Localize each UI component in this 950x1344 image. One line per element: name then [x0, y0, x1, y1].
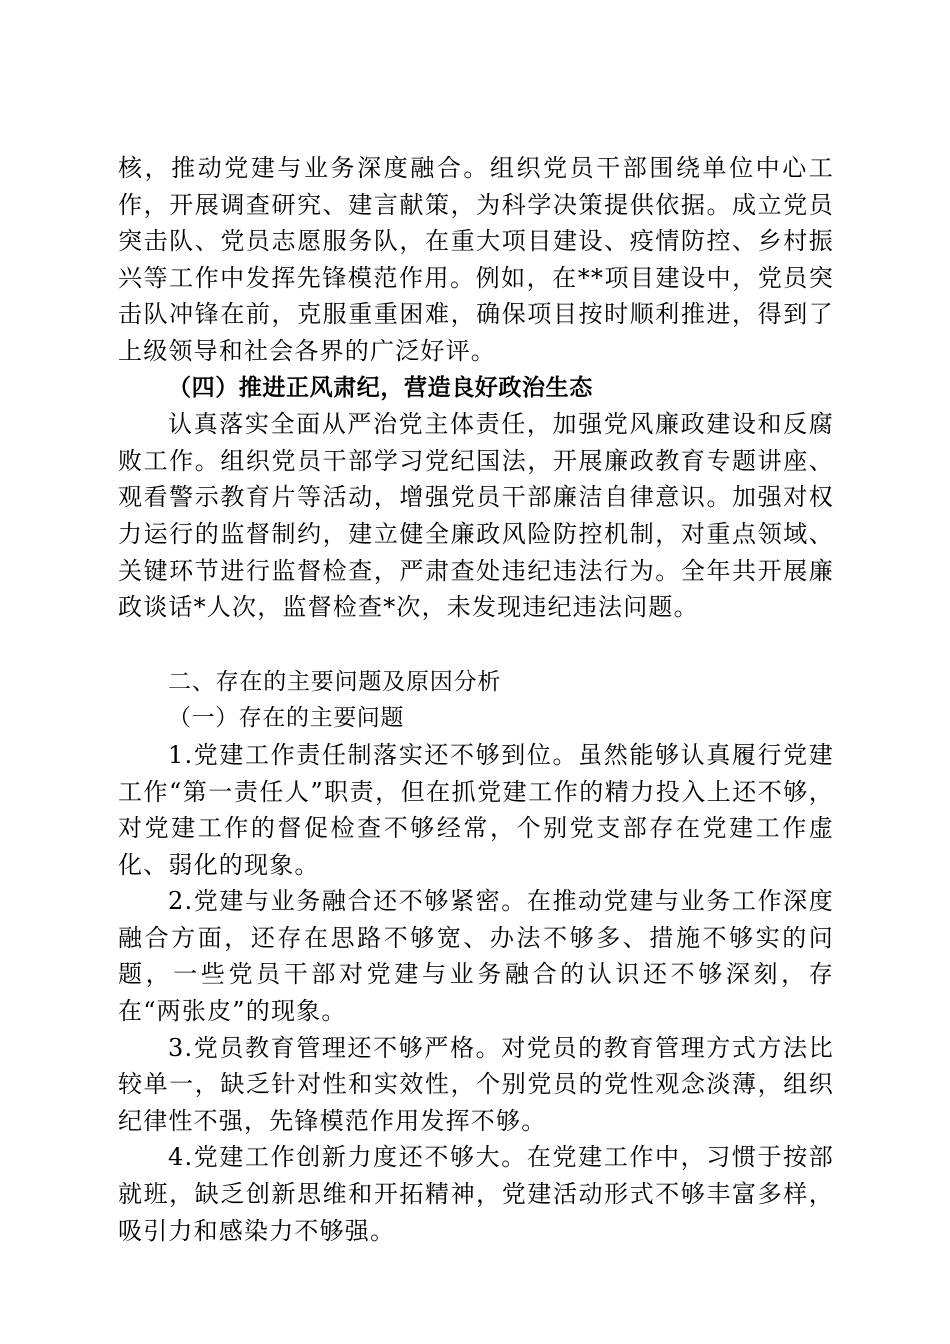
part-2-heading: 二、存在的主要问题及原因分析 [168, 668, 502, 695]
problem-item-1: 1.党建工作责任制落实还不够到位。虽然能够认真履行党建工作“第一责任人”职责，但在抓党建工作的精力投入上还不够，对党建工作的督促检查不够经常，个别党支部存在党建工作虚化、弱化的现象。 [118, 740, 834, 879]
paragraph-gap [118, 626, 834, 664]
section-heading-4: （四）推进正风肃纪，营造良好政治生态 [168, 373, 593, 401]
problem-item-2: 2.党建与业务融合还不够紧密。在推动党建与业务工作深度融合方面，还存在思路不够宽、办法不够多、措施不够实的问题，一些党员干部对党建与业务融合的认识还不够深刻，存在“两张皮”的现象。 [118, 887, 834, 1026]
problem-item-3: 3.党员教育管理还不够严格。对党员的教育管理方式方法比较单一，缺乏针对性和实效性，个别党员的党性观念淡薄，组织纪律性不强，先锋模范作用发挥不够。 [118, 1033, 834, 1135]
paragraph-continuation: 核，推动党建与业务深度融合。组织党员干部围绕单位中心工作，开展调查研究、建言献策，为科学决策提供依据。成立党员突击队、党员志愿服务队，在重大项目建设、疫情防控、乡村振兴等工作中发挥先锋模范作用。例如，在**项目建设中，党员突击队冲锋在前，克服重重困难，确保项目按时顺利推进，得到了上级领导和社会各界的广泛好评。 [118, 154, 834, 365]
subsection-heading-1: （一）存在的主要问题 [168, 705, 404, 732]
section-4-paragraph: 认真落实全面从严治党主体责任，加强党风廉政建设和反腐败工作。组织党员干部学习党纪国法，开展廉政教育专题讲座、观看警示教育片等活动，增强党员干部廉洁自律意识。加强对权力运行的监督制约，建立健全廉政风险防控机制，对重点领域、关键环节进行监督检查，严肃查处违纪违法行为。全年共开展廉政谈话*人次，监督检查*次，未发现违纪违法问题。 [118, 410, 834, 622]
document-page [118, 150, 834, 1249]
problem-item-4: 4.党建工作创新力度还不够大。在党建工作中，习惯于按部就班，缺乏创新思维和开拓精神，党建活动形式不够丰富多样，吸引力和感染力不够强。 [118, 1143, 834, 1245]
